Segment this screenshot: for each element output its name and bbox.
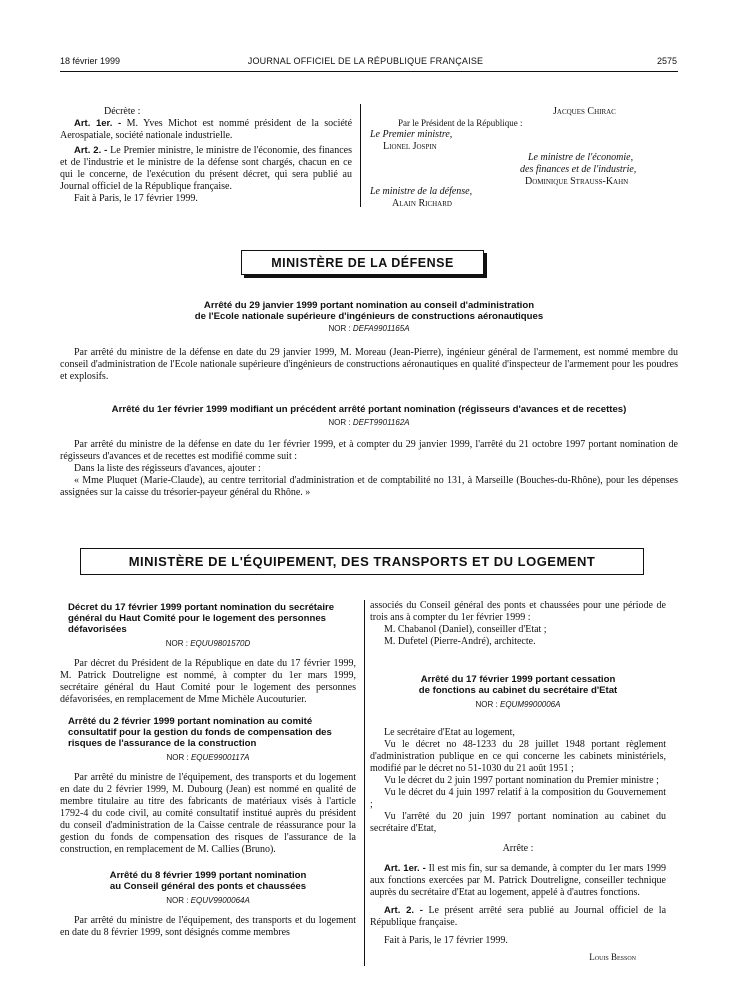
- ministry-equipement-banner: MINISTÈRE DE L'ÉQUIPEMENT, DES TRANSPORTS ET DU LOGEMENT: [80, 548, 644, 575]
- column-divider-top: [360, 104, 361, 207]
- ponts-chaussees-continued: associés du Conseil général des ponts et chaussées pour une période de trois ans à compter du 1er février 1999 :: [370, 600, 666, 623]
- arrete-ponts-chaussees-title: Arrêté du 8 février 1999 portant nomination au Conseil général des ponts et chaussées: [109, 870, 307, 892]
- cessation-article-2: Art. 2. - Le présent arrêté sera publié au Journal officiel de la République française.: [370, 905, 667, 928]
- arrete-cessation-title: Arrêté du 17 février 1999 portant cessation de fonctions au cabinet du secrétaire d'Etat: [418, 674, 618, 696]
- column-divider-bottom: [364, 600, 365, 966]
- defense-arrete-1-text: Par arrêté du ministre de la défense en date du 29 janvier 1999, M. Moreau (Jean-Pierre), ingénieur général de l'armement, est nommé membre du conseil d'administration de l'Ecole nationale supérieure d'ingénieurs de constructions aéronautiques en qualité d'inspecteur de l'armement pour les poudres et explosifs.: [60, 347, 678, 382]
- defense-arrete-2-title: Arrêté du 1er février 1999 modifiant un précédent arrêté portant nomination (régisseurs d'avances et de recettes): [111, 404, 627, 415]
- top-fait-line: Fait à Paris, le 17 février 1999.: [74, 193, 198, 204]
- par-le-president: Par le Président de la République :: [398, 118, 523, 128]
- cessation-signer: Louis Besson: [589, 952, 636, 962]
- arrete-fonds-compensation-text: Par arrêté du ministre de l'équipement, des transports et du logement en date du 2 février 1999, M. Dubourg (Jean) est nommé en qualité de membre titulaire au titre des fabricants de matériaux visés à l'article 1792-4 du code civil, au comité consultatif institué auprès du président du conseil d'administration de la Caisse centrale de réassurance pour la gestion du fonds de compensation des risques de l'assurance de la construction, en remplacement de M. Callies (Bruno).: [60, 772, 356, 855]
- header-rule: [60, 71, 678, 72]
- member-chabanol: M. Chabanol (Daniel), conseiller d'Etat ;: [384, 624, 547, 635]
- defense-arrete-1-title: Arrêté du 29 janvier 1999 portant nomination au conseil d'administration de l'Ecole nationale supérieure d'ingénieurs de constructions aéronautiques: [194, 300, 544, 322]
- arrete-cessation-nor: NOR : EQUM9900006A: [475, 700, 561, 709]
- defense-arrete-1-nor: NOR : DEFA9901165A: [328, 324, 410, 333]
- top-article-1: Art. 1er. - M. Yves Michot est nommé président de la société Aerospatiale, société nationale industrielle.: [60, 118, 353, 141]
- arrete-cessation-body: Le secrétaire d'Etat au logement, Vu le décret no 48-1233 du 28 juillet 1948 portant règlement d'administration publique en ce qui concerne les cabinets ministériels, modifié par le décret no 51-1030 du 21 août 1951 ; Vu le décret du 2 juin 1997 portant nomination du Premier ministre ; Vu le décret du 4 juin 1997 relatif à la composition du Gouvernement ; Vu l'arrêté du 20 juin 1997 portant nomination au cabinet du secrétaire d'Etat, Arrête : Art. 1er. - Il est mis fin, sur sa demande, à compter du 1er mars 1999 aux fonctions exercées par M. Patrick Doutreligne, conseiller technique auprès du secrétaire d'Etat au logement, appelé à d'autres fonctions. Art. 2. - Le présent arrêté sera publié au Journal officiel de la République française. Fait à Paris, le 17 février 1999. Louis Besson: [370, 727, 667, 962]
- header-page-number: 2575: [656, 56, 677, 66]
- top-article-2: Art. 2. - Le Premier ministre, le ministre de l'économie, des finances et de l'industrie et le ministre de la défense sont chargés, chacun en ce qui le concerne, de l'exécution du présent décret, qui sera publié au Journal officiel de la République française.: [60, 145, 352, 192]
- defense-arrete-2-nor: NOR : DEFT9901162A: [328, 418, 410, 427]
- equipement-right-column: [370, 600, 666, 963]
- arrete-ponts-chaussees-nor: NOR : EQUV9900064A: [166, 896, 250, 905]
- header-journal-title: JOURNAL OFFICIEL DE LA RÉPUBLIQUE FRANÇAISE: [247, 56, 484, 66]
- equipement-left-column: [60, 602, 356, 939]
- pm-title: Le Premier ministre,: [370, 129, 453, 140]
- decret-haut-comite-nor: NOR : EQUU9801570D: [165, 639, 251, 648]
- member-dufetel: M. Dufetel (Pierre-André), architecte.: [384, 636, 536, 647]
- header-date: 18 février 1999: [60, 56, 121, 66]
- arrete-fonds-compensation-title: Arrêté du 2 février 1999 portant nomination au comité consultatif pour la gestion du fonds de compensation des risques de l'assurance de la construction: [68, 716, 332, 749]
- eco-minister-title-2: des finances et de l'industrie,: [520, 164, 637, 175]
- eco-minister-name: Dominique Strauss-Kahn: [525, 176, 629, 187]
- cessation-fait-line: Fait à Paris, le 17 février 1999.: [384, 935, 508, 946]
- decret-haut-comite-title: Décret du 17 février 1999 portant nomination du secrétaire général du Haut Comité pour le logement des personnes défavorisées: [68, 602, 335, 635]
- decret-haut-comite-text: Par décret du Président de la République en date du 17 février 1999, M. Patrick Doutreligne est nommé, à compter du 1er mars 1999, secrétaire général du Haut Comité pour le logement des personnes défavorisées, en remplacement de Mme Michèle Aucouturier.: [60, 658, 356, 705]
- defense-minister-title: Le ministre de la défense,: [370, 186, 473, 197]
- defense-arrete-2-text: Par arrêté du ministre de la défense en date du 1er février 1999, et à compter du 29 janvier 1999, l'arrêté du 21 octobre 1997 portant nomination de régisseurs d'avances et de recettes est modifié comme suit : Dans la liste des régisseurs d'avances, ajouter : « Mme Pluquet (Marie-Claude), au centre territorial d'administration et de comptabilité no 131, à Marseille (Bouches-du-Rhône), pour les dépenses assignées sur la caisse du trésorier-payeur général du Rhône. »: [60, 439, 678, 498]
- arrete-ponts-chaussees-text: Par arrêté du ministre de l'équipement, des transports et du logement en date du 8 février 1999, sont désignés comme membres: [60, 915, 356, 938]
- arrete-fonds-compensation-nor: NOR : EQUE9900117A: [166, 753, 250, 762]
- eco-minister-title-1: Le ministre de l'économie,: [528, 152, 634, 163]
- cessation-article-1: Art. 1er. - Il est mis fin, sur sa demande, à compter du 1er mars 1999 aux fonctions exercées par M. Patrick Doutreligne, conseiller technique auprès du secrétaire d'Etat au logement, appelé à d'autres fonctions.: [370, 863, 667, 898]
- signer-president: Jacques Chirac: [553, 106, 616, 117]
- arrete-keyword: Arrête :: [502, 843, 534, 854]
- pm-name: Lionel Jospin: [383, 141, 437, 152]
- decrete-line: Décrète :: [104, 106, 141, 117]
- ministry-defense-banner: MINISTÈRE DE LA DÉFENSE: [241, 250, 484, 275]
- defense-minister-name: Alain Richard: [392, 198, 452, 209]
- top-left-column: [60, 106, 352, 205]
